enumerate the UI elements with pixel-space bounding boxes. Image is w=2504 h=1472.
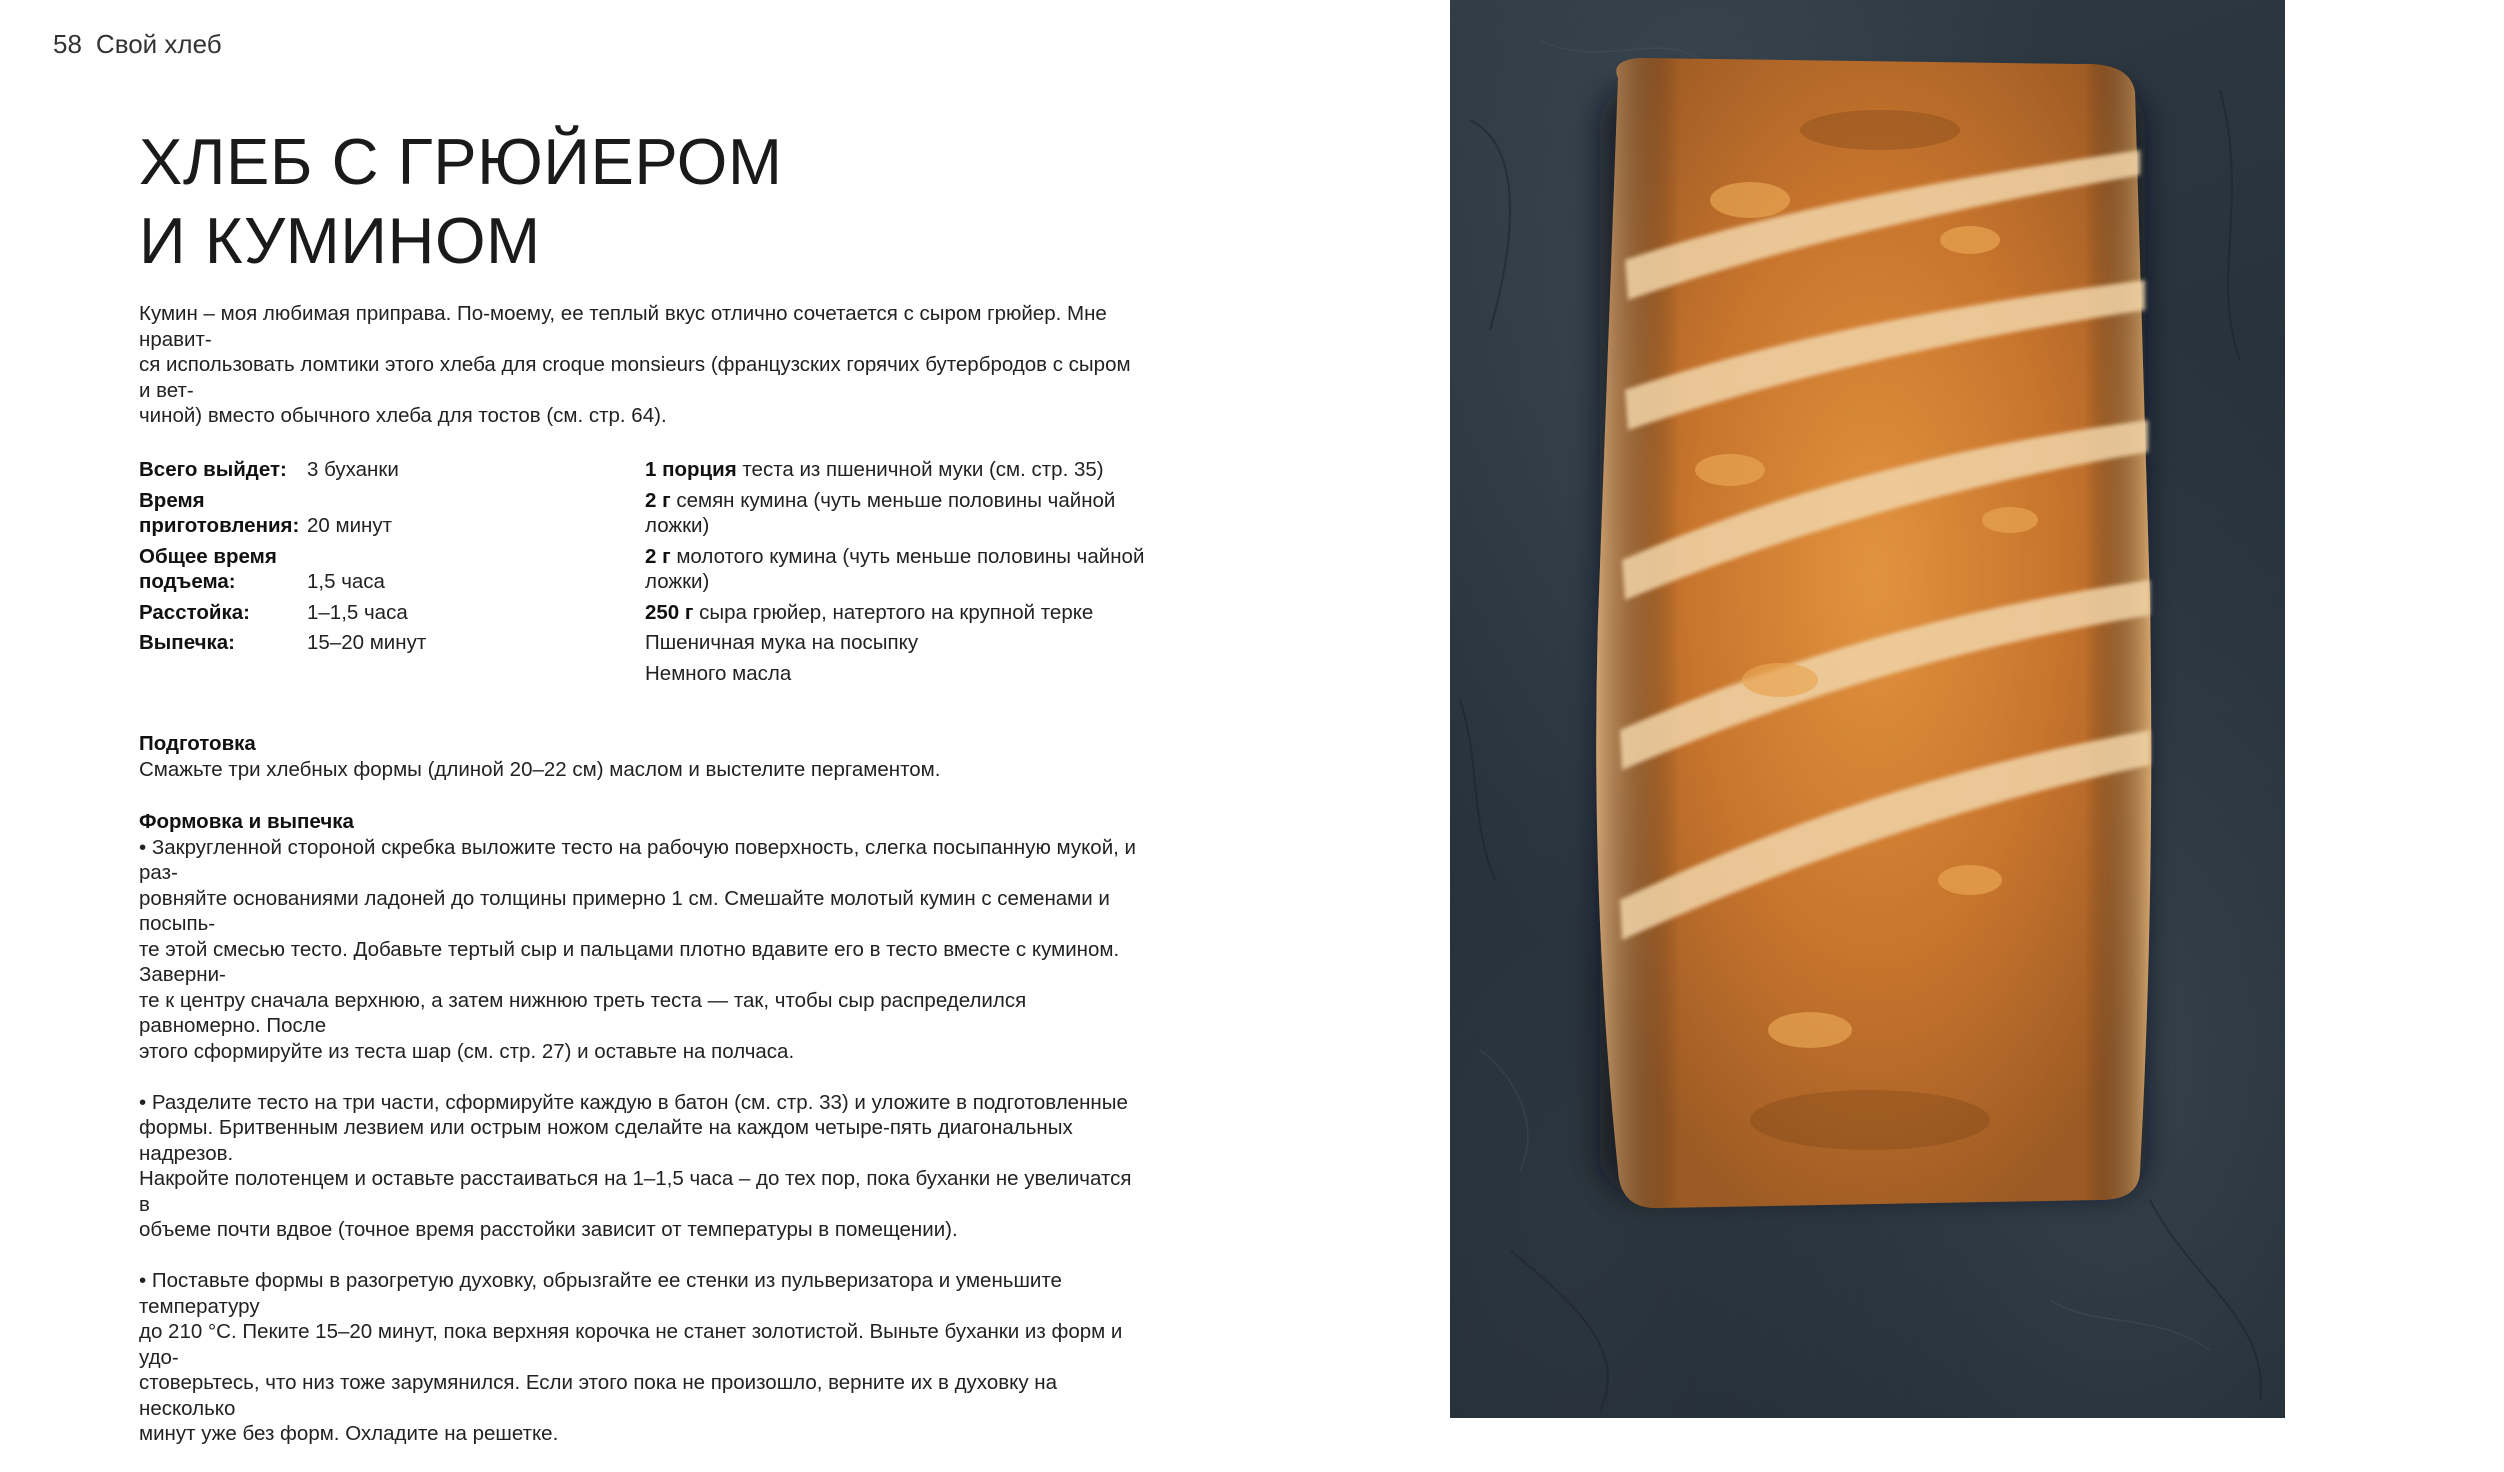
right-margin [2285, 0, 2504, 1418]
ingredient-text: Немного масла [645, 661, 792, 685]
ingredient-text: сыра грюйер, натертого на крупной терке [693, 600, 1094, 624]
meta-row-prep-time [139, 488, 659, 539]
title-line: И КУМИНОМ [139, 204, 541, 277]
meta-value: 15–20 минут [307, 631, 427, 654]
ingredient-text: теста из пшеничной муки (см. стр. 35) [736, 458, 1104, 481]
ingredient-text: ложки) [645, 570, 710, 593]
step-line: формы. Бритвенным лезвием или острым ножом сделайте на каждом четыре-пять диагональных надрезов. [139, 1116, 1073, 1165]
title-line: ХЛЕБ С ГРЮЙЕРОМ [139, 125, 783, 198]
intro-line: ся использовать ломтики этого хлеба для croque monsieurs (французских горячих бутербродов с сыром и вет- [139, 353, 1131, 402]
meta-label [139, 457, 307, 483]
ingredient-item [645, 600, 1145, 626]
meta-row-yield [139, 457, 659, 483]
meta-value: 1–1,5 часа [307, 600, 408, 624]
step-line: Накройте полотенцем и оставьте расстаиваться на 1–1,5 часа – до тех пор, пока буханки не увеличатся в [139, 1167, 1132, 1216]
step-line: • Разделите тесто на три части, сформируйте каждую в батон (см. стр. 33) и уложите в подготовленные [139, 1090, 1128, 1114]
step-line: этого сформируйте из теста шар (см. стр. 27) и оставьте на полчаса. [139, 1039, 795, 1063]
step-line: • Закругленной стороной скребка выложите тесто на рабочую поверхность, слегка посыпанную мукой, и раз- [139, 835, 1136, 884]
recipe-meta [139, 457, 659, 661]
step-line: ровняйте основаниями ладоней до толщины примерно 1 см. Смешайте молотый кумин с семенами и посыпь- [139, 886, 1110, 935]
step-line: минут уже без форм. Охладите на решетке. [139, 1422, 559, 1445]
intro-line: чиной) вместо обычного хлеба для тостов (см. стр. 64). [139, 404, 667, 427]
meta-row-rise-time [139, 544, 659, 595]
ingredient-text: ложки) [645, 514, 710, 537]
ingredient-item [645, 457, 1145, 483]
meta-row-proof [139, 600, 659, 626]
meta-label-line: подъема: [139, 570, 236, 593]
step-line: те к центру сначала верхнюю, а затем нижнюю треть теста — так, чтобы сыр распределился равномерно. После [139, 988, 1027, 1037]
step-line: объеме почти вдвое (точное время расстойки зависит от температуры в помещении). [139, 1218, 958, 1241]
preparation-text: Смажьте три хлебных формы (длиной 20–22 см) маслом и выстелите пергаментом. [139, 757, 941, 781]
ingredient-text: семян кумина (чуть меньше половины чайной [670, 488, 1116, 512]
step-line: стоверьтесь, что низ тоже зарумянился. Если этого пока не произошло, верните их в духовку на несколько [139, 1371, 1057, 1420]
ingredient-amount: 2 г [645, 544, 671, 568]
ingredient-list [645, 457, 1145, 691]
meta-label [139, 600, 307, 626]
meta-label-line: Выпечка: [139, 631, 235, 654]
ingredient-text: молотого кумина (чуть меньше половины чайной [670, 544, 1145, 568]
ingredient-item [645, 544, 1145, 595]
ingredient-amount: 250 г [645, 600, 694, 624]
step-line: до 210 °С. Пеките 15–20 минут, пока верхняя корочка не станет золотистой. Выньте буханки из форм и удо- [139, 1320, 1123, 1369]
ingredient-item [645, 488, 1145, 539]
slate-background [1450, 0, 2285, 1418]
method-step [139, 835, 1139, 1065]
ingredient-text: Пшеничная мука на посыпку [645, 631, 919, 654]
meta-label-line: Всего выйдет: [139, 458, 287, 481]
recipe-title [139, 122, 783, 280]
step-line: те этой смесью тесто. Добавьте тертый сыр и пальцами плотно вдавите его в тесто вместе с кумином. Заверни- [139, 937, 1120, 986]
preparation-section [139, 731, 1139, 782]
meta-label [139, 488, 307, 539]
meta-value: 1,5 часа [307, 570, 385, 593]
meta-row-bake [139, 630, 659, 656]
book-title: Свой хлеб [95, 29, 222, 59]
running-head [53, 29, 222, 60]
method-step [139, 1268, 1139, 1447]
meta-label-line: приготовления: [139, 514, 300, 537]
meta-label-line: Время [139, 488, 205, 512]
ingredient-item [645, 630, 1145, 656]
ingredient-amount: 2 г [645, 488, 671, 512]
meta-label [139, 544, 307, 595]
bread-photo [1450, 0, 2285, 1418]
section-title: Подготовка [139, 732, 256, 755]
intro-line: Кумин – моя любимая приправа. По-моему, ее теплый вкус отлично сочетается с сыром грюйер. Мне нравит- [139, 302, 1107, 351]
step-line: • Поставьте формы в разогретую духовку, обрызгайте ее стенки из пульверизатора и уменьшите температуру [139, 1269, 1062, 1318]
method-step [139, 1090, 1139, 1243]
meta-label-line: Расстойка: [139, 600, 250, 624]
meta-value: 3 буханки [307, 458, 399, 481]
page-number: 58 [53, 29, 82, 59]
ingredient-item [645, 661, 1145, 687]
shaping-section [139, 809, 1139, 1472]
ingredient-amount: 1 порция [645, 458, 737, 481]
intro-paragraph [139, 301, 1139, 429]
meta-label-line: Общее время [139, 544, 277, 568]
section-title: Формовка и выпечка [139, 810, 354, 833]
meta-label [139, 630, 307, 656]
meta-value: 20 минут [307, 514, 393, 537]
